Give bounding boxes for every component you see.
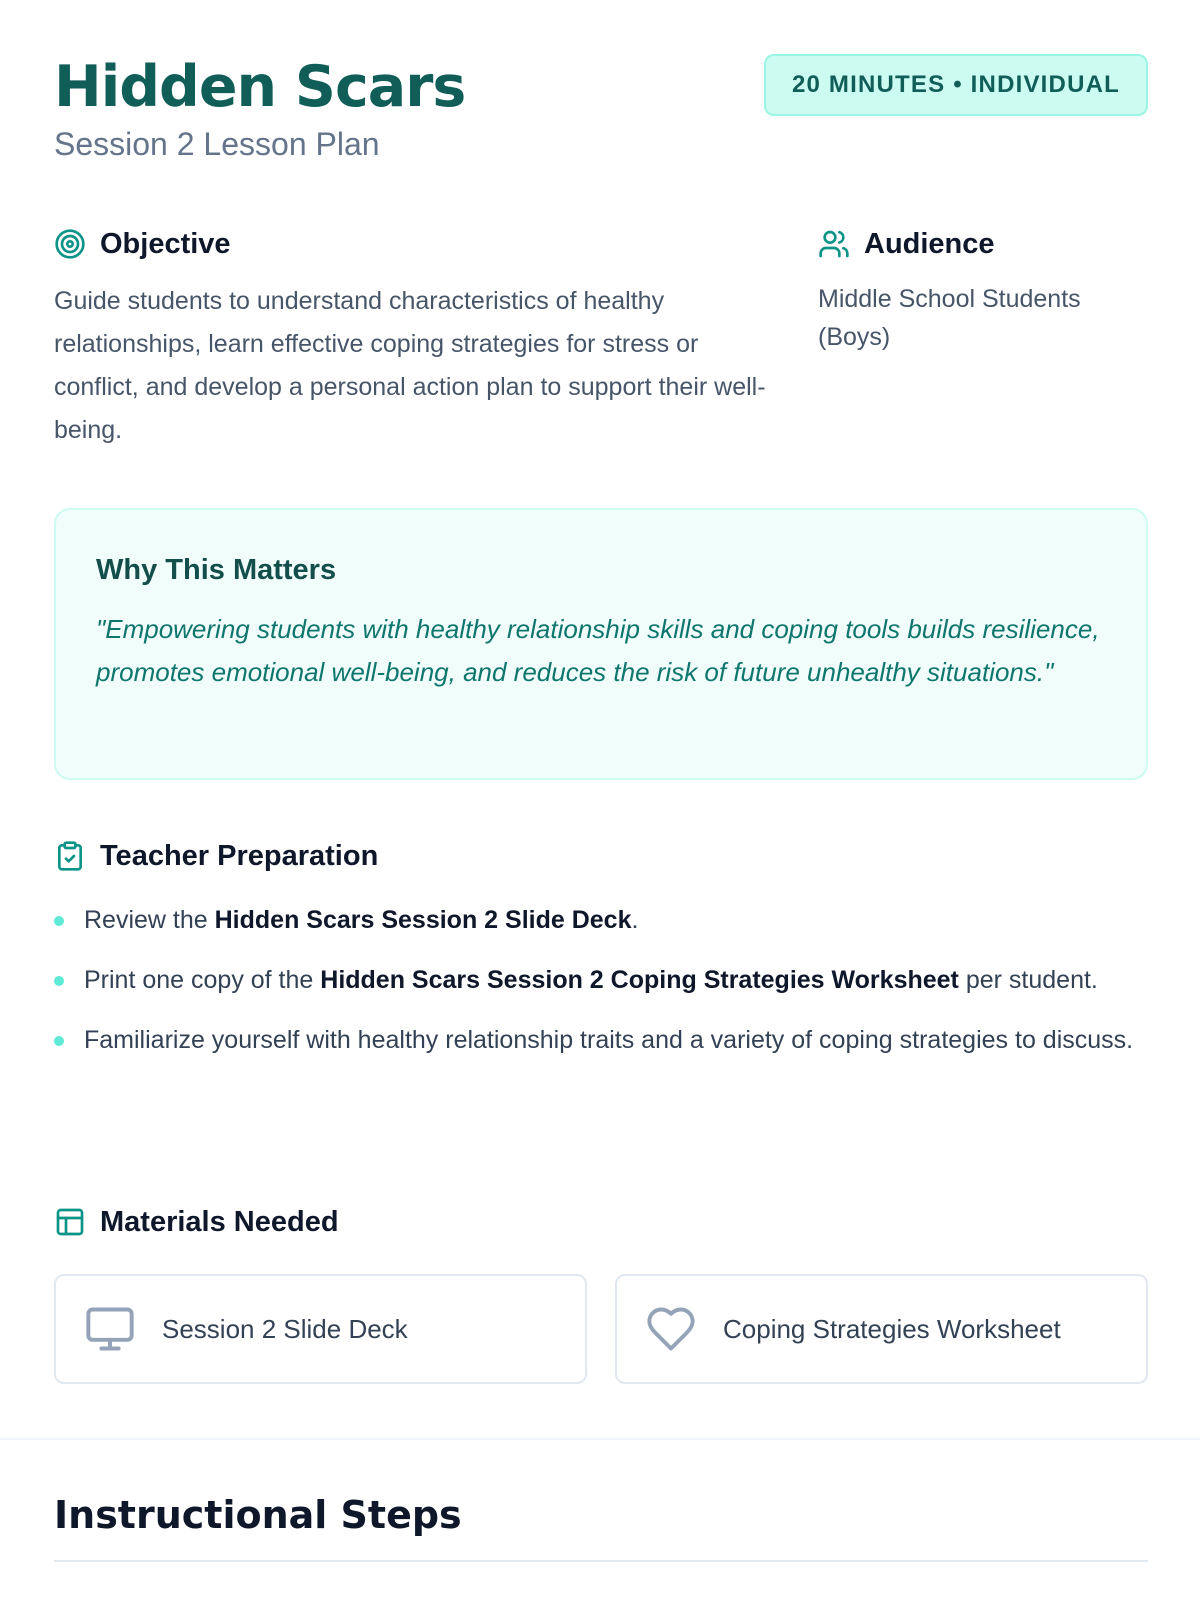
item-text: Familiarize yourself with healthy relationship traits and a variety of coping strategies to discuss. [84,1026,1134,1054]
material-label: Coping Strategies Worksheet [723,1313,1061,1344]
list-item [54,900,1148,940]
teacher-preparation-section [54,834,1148,1080]
section-divider [0,1438,1200,1440]
materials-section [54,1200,1148,1384]
item-bold: Hidden Scars Session 2 Slide Deck [214,906,632,934]
item-bold: Hidden Scars Session 2 Coping Strategies Worksheet [320,966,959,994]
bullet-dot [54,976,64,986]
materials-heading: Materials Needed [100,1205,339,1238]
list-item [54,960,1148,1000]
lesson-plan-page [54,0,1148,1344]
heart-icon [645,1303,697,1355]
bullet-dot [54,1036,64,1046]
objective-audience-row [54,222,1148,462]
item-text: Print one copy of the [84,966,321,994]
header [54,0,1148,200]
audience-text: Middle School Students (Boys) [818,285,1081,351]
audience-heading-row [818,222,1148,266]
preparation-list [54,900,1148,1060]
list-item [54,1020,1148,1060]
target-icon [54,228,86,260]
why-heading: Why This Matters [96,554,337,586]
preparation-heading-row [54,834,1148,878]
objective-section [54,222,774,452]
materials-grid [54,1274,1148,1384]
page-title: Hidden Scars [54,54,466,120]
preparation-heading: Teacher Preparation [100,839,379,872]
steps-heading-rule [54,1560,1148,1562]
monitor-icon [84,1303,136,1355]
material-label: Session 2 Slide Deck [162,1313,408,1344]
audience-heading: Audience [864,227,995,260]
why-quote: "Empowering students with healthy relationship skills and coping tools builds resilience, promotes emotional well-being, and reduces the risk of future unhealthy situations." [96,614,1100,687]
objective-heading: Objective [100,227,231,260]
item-text: Review the [84,906,215,934]
audience-section [818,222,1148,356]
materials-heading-row [54,1200,1148,1244]
layout-icon [54,1206,86,1238]
why-this-matters-callout [54,508,1148,780]
objective-heading-row [54,222,774,266]
page-subtitle: Session 2 Lesson Plan [54,126,380,162]
item-text-end: per student. [958,966,1098,994]
item-text-end: . [631,906,639,934]
duration-badge: 20 MINUTES • INDIVIDUAL [764,54,1148,116]
objective-text: Guide students to understand characteristics of healthy relationships, learn effective coping strategies for stress or conflict, and develop a personal action plan to support their well-being. [54,287,766,444]
instructional-steps-heading: Instructional Steps [54,1493,462,1537]
clipboard-check-icon [54,840,86,872]
bullet-dot [54,916,64,926]
users-icon [818,228,850,260]
material-card-worksheet [615,1274,1148,1384]
material-card-slide-deck [54,1274,587,1384]
